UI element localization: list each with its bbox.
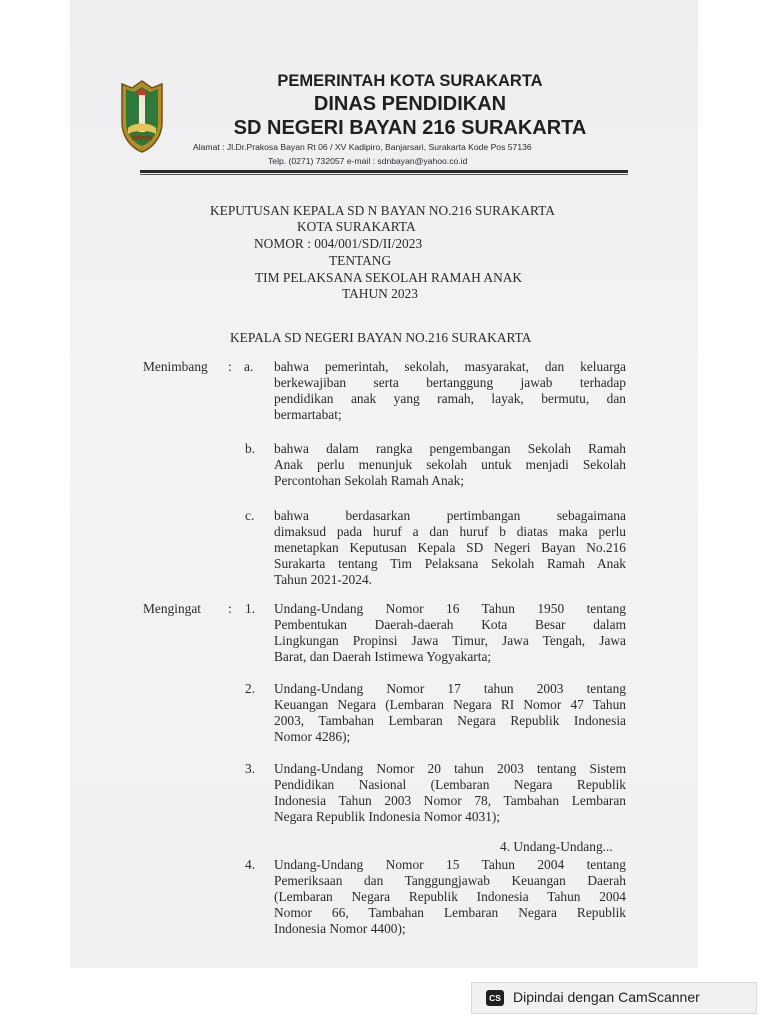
menimbang-item-c: [274, 508, 626, 588]
decree-year: TAHUN 2023: [342, 286, 418, 301]
text-line: Pendidikan Nasional (Lembaran Negara Republik: [274, 777, 626, 792]
text-line: Undang-Undang Nomor 16 Tahun 1950 tentang: [274, 601, 626, 616]
decree-title: KEPUTUSAN KEPALA SD N BAYAN NO.216 SURAKARTA: [210, 203, 555, 218]
mengingat-marker-2: 2.: [245, 681, 256, 696]
mengingat-marker-1: 1.: [245, 601, 256, 616]
mengingat-item-4: [274, 857, 626, 937]
mengingat-item-1: [274, 601, 626, 665]
text-line: Undang-Undang Nomor 15 Tahun 2004 tentang: [274, 857, 626, 872]
camscanner-label: Dipindai dengan CamScanner: [513, 989, 700, 1005]
text-line: bahwa berdasarkan pertimbangan sebagaimana: [274, 508, 626, 523]
text-line: bahwa pemerintah, sekolah, masyarakat, dan keluarga: [274, 359, 626, 374]
decree-number: NOMOR : 004/001/SD/II/2023: [254, 236, 423, 251]
text-line: bahwa dalam rangka pengembangan Sekolah Ramah: [274, 441, 626, 456]
menimbang-label: Menimbang: [143, 359, 208, 374]
text-line: Pemeriksaan dan Tanggungjawab Keuangan Daerah: [274, 873, 626, 888]
text-line: Negara Republik Indonesia Nomor 4031);: [274, 809, 501, 824]
camscanner-watermark: [471, 982, 757, 1014]
text-line: Surakarta tentang Tim Pelaksana Sekolah Ramah Anak: [274, 556, 626, 571]
letterhead-rule-thin: [140, 174, 628, 175]
text-line: Tahun 2021-2024.: [274, 572, 372, 587]
mengingat-colon: :: [228, 601, 232, 616]
text-line: Keuangan Negara (Lembaran Negara RI Nomor 47 Tahun: [274, 697, 626, 712]
menimbang-item-a: [274, 359, 626, 423]
mengingat-marker-3: 3.: [245, 761, 256, 776]
decree-about: TENTANG: [329, 253, 392, 268]
decree-city: KOTA SURAKARTA: [297, 219, 416, 234]
camscanner-icon: CS: [486, 990, 504, 1006]
text-line: dimaksud pada huruf a dan huruf b diatas maka perlu: [274, 524, 626, 539]
letterhead-agency: DINAS PENDIDIKAN: [313, 93, 507, 115]
menimbang-marker-a: a.: [244, 359, 254, 374]
menimbang-colon: :: [228, 359, 232, 374]
text-line: Anak perlu menunjuk sekolah untuk menjadi Sekolah: [274, 457, 626, 472]
decider-heading: KEPALA SD NEGERI BAYAN NO.216 SURAKARTA: [230, 330, 532, 345]
letterhead-address: Alamat : Jl.Dr.Prakosa Bayan Rt 06 / XV Kadipiro, Banjarsari, Surakarta Kode Pos 57136: [193, 142, 532, 152]
text-line: Nomor 66, Tambahan Lembaran Negara Republik: [274, 905, 626, 920]
letterhead-contact: Telp. (0271) 732057 e-mail : sdnbayan@yahoo.co.id: [268, 156, 468, 166]
menimbang-marker-c: c.: [245, 508, 255, 523]
text-line: Undang-Undang Nomor 20 tahun 2003 tentang Sistem: [274, 761, 626, 776]
surakarta-crest-logo: [118, 78, 166, 154]
text-line: Indonesia Nomor 4400);: [274, 921, 406, 936]
text-line: Lingkungan Propinsi Jawa Timur, Jawa Tengah, Jawa: [274, 633, 626, 648]
text-line: bermartabat;: [274, 407, 342, 422]
text-line: Barat, dan Daerah Istimewa Yogyakarta;: [274, 649, 492, 664]
text-line: Percontohan Sekolah Ramah Anak;: [274, 473, 465, 488]
letterhead-school: SD NEGERI BAYAN 216 SURAKARTA: [233, 117, 587, 139]
decree-subject: TIM PELAKSANA SEKOLAH RAMAH ANAK: [255, 270, 523, 285]
text-line: Nomor 4286);: [274, 729, 351, 744]
text-line: pendidikan anak yang ramah, layak, bermutu, dan: [274, 391, 626, 406]
mengingat-marker-4: 4.: [245, 857, 256, 872]
text-line: 2003, Tambahan Lembaran Negara Republik Indonesia: [274, 713, 626, 728]
text-line: (Lembaran Negara Republik Indonesia Tahun 2004: [274, 889, 626, 904]
text-line: Pembentukan Daerah-daerah Kota Besar dalam: [274, 617, 626, 632]
text-line: Undang-Undang Nomor 17 tahun 2003 tentang: [274, 681, 626, 696]
menimbang-item-b: [274, 441, 626, 489]
text-line: menetapkan Keputusan Kepala SD Negeri Bayan No.216: [274, 540, 626, 555]
text-line: berkewajiban serta bertanggung jawab terhadap: [274, 375, 626, 390]
letterhead-government: PEMERINTAH KOTA SURAKARTA: [277, 72, 543, 90]
menimbang-marker-b: b.: [245, 441, 256, 456]
page-continuation: 4. Undang-Undang...: [500, 839, 613, 854]
letterhead-rule-thick: [140, 170, 628, 173]
mengingat-item-3: [274, 761, 626, 825]
text-line: Indonesia Tahun 2003 Nomor 78, Tambahan Lembaran: [274, 793, 626, 808]
mengingat-label: Mengingat: [143, 601, 202, 616]
mengingat-item-2: [274, 681, 626, 745]
